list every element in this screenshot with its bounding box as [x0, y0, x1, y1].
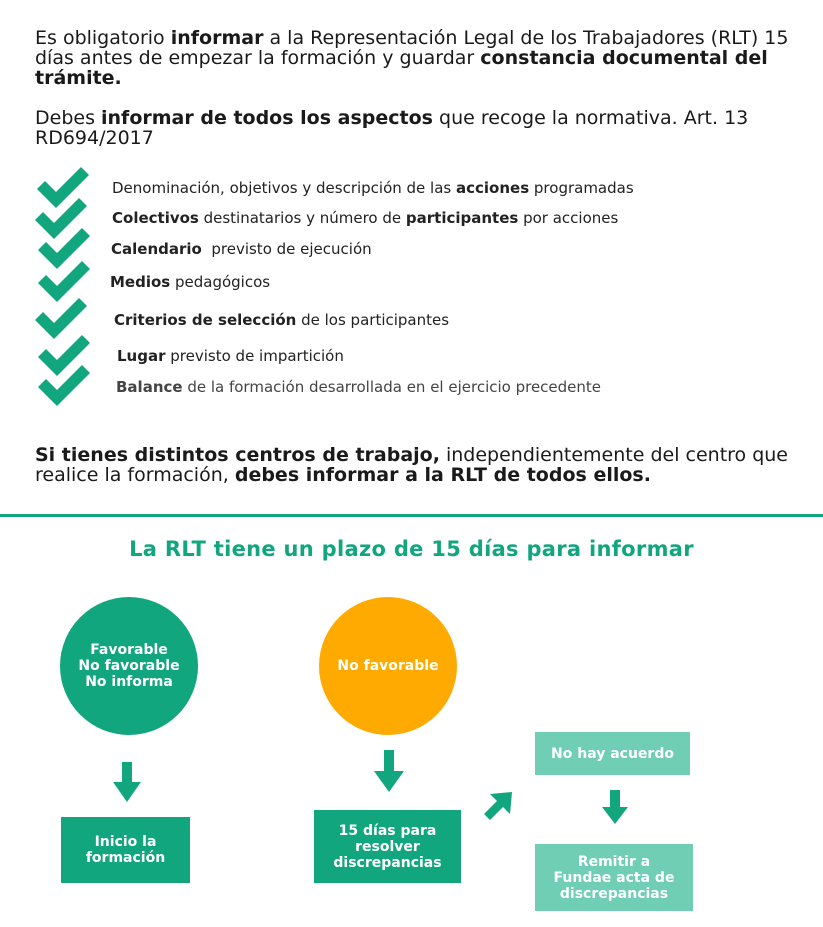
box-send-fundae	[535, 844, 693, 911]
circle-no-favorable-label: No favorable	[337, 658, 439, 674]
check-icon	[38, 365, 90, 406]
intro-paragraph-1	[35, 28, 795, 88]
aspect-text: Denominación, objetivos y descripción de las	[112, 179, 456, 197]
p1-text-a: Es obligatorio	[35, 27, 171, 49]
aspect-item-colectivos	[112, 209, 618, 227]
arrow-down-icon	[374, 750, 404, 792]
aspect-item-calendario	[111, 240, 372, 258]
p1-bold-constancia: constancia documental del trámite.	[35, 47, 768, 89]
option-favorable: Favorable	[90, 642, 168, 658]
box-no-agreement-label: No hay acuerdo	[551, 745, 674, 762]
section-divider	[0, 514, 823, 517]
aspect-text: programadas	[529, 179, 634, 197]
aspect-text: de los participantes	[296, 311, 450, 329]
box-start-training	[61, 817, 190, 883]
intro-paragraph-2	[35, 108, 795, 148]
check-icon	[38, 261, 90, 302]
box-start-line: Inicio la	[94, 834, 157, 850]
check-icon	[35, 298, 87, 339]
box-resolve-line: resolver	[355, 838, 420, 855]
p3-bold-centros: Si tienes distintos centros de trabajo,	[35, 444, 440, 466]
p1-bold-informar: informar	[170, 27, 264, 49]
option-no-informa: No informa	[85, 674, 173, 690]
p3-bold-informar: debes informar a la RLT de todos ellos.	[234, 464, 651, 486]
aspect-bold: participantes	[405, 209, 519, 227]
aspect-text: previsto de ejecución	[201, 240, 372, 258]
flow-title: La RLT tiene un plazo de 15 días para informar	[129, 537, 694, 561]
arrow-down-icon	[602, 790, 628, 824]
p2-text-a: Debes	[35, 107, 102, 129]
circle-no-favorable	[319, 597, 457, 735]
arrow-up-right-icon	[482, 790, 514, 822]
box-send-line: Fundae acta de	[553, 869, 675, 886]
p1-text-c: a la Representación Legal de los Trabajadores (RLT) 15 días antes de empezar la formación y guardar	[35, 27, 789, 69]
aspect-text: por acciones	[518, 209, 619, 227]
arrow-down-icon	[113, 762, 141, 802]
box-no-agreement	[535, 732, 690, 775]
intro-paragraph-3	[35, 445, 795, 485]
aspect-text: pedagógicos	[170, 273, 271, 291]
aspect-text: de la formación desarrollada en el ejercicio precedente	[182, 378, 602, 396]
aspect-bold: Colectivos	[112, 209, 199, 227]
option-no-favorable: No favorable	[78, 658, 180, 674]
p3-text-b: independientemente del centro que realice la formación,	[35, 444, 788, 486]
circle-response-options	[60, 597, 198, 735]
aspect-item-acciones	[112, 179, 634, 197]
aspect-bold: Balance	[116, 378, 183, 396]
box-resolve-discrepancies	[314, 810, 461, 883]
aspect-item-medios	[110, 273, 270, 291]
box-start-line: formación	[85, 850, 166, 866]
box-send-line: discrepancias	[559, 885, 669, 902]
aspect-text: previsto de impartición	[165, 347, 344, 365]
box-send-line: Remitir a	[577, 853, 651, 870]
checkmark-stack-icon	[34, 165, 94, 415]
p2-bold-aspectos: informar de todos los aspectos	[101, 107, 433, 129]
aspect-bold: Criterios de selección	[114, 311, 297, 329]
aspect-text: destinatarios y número de	[198, 209, 406, 227]
aspect-bold: Lugar	[117, 347, 166, 365]
box-resolve-line: discrepancias	[333, 854, 442, 871]
aspect-bold: Calendario	[111, 240, 202, 258]
aspect-item-balance	[116, 378, 601, 396]
aspect-item-lugar	[117, 347, 344, 365]
aspect-bold: acciones	[456, 179, 530, 197]
aspect-item-criterios	[114, 311, 449, 329]
p2-text-c: que recoge la normativa. Art. 13 RD694/2017	[35, 107, 749, 149]
aspect-bold: Medios	[110, 273, 171, 291]
box-resolve-line: 15 días para	[338, 822, 437, 839]
